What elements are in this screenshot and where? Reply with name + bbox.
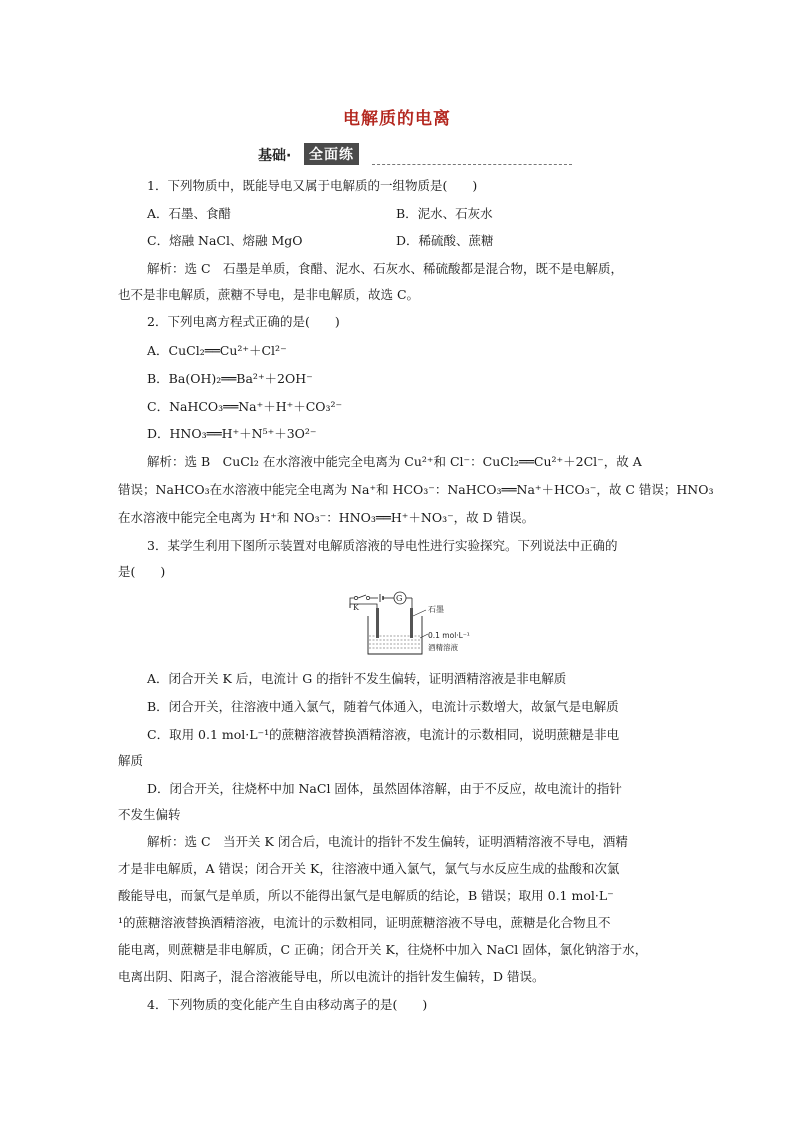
q3-analysis-line-6: 电离出阴、阳离子，混合溶液能导电，所以电流计的指针发生偏转，D 错误。 bbox=[118, 969, 545, 984]
q2-stem: 2．下列电离方程式正确的是( ) bbox=[147, 314, 340, 329]
q3-option-a: A．闭合开关 K 后，电流计 G 的指针不发生偏转，证明酒精溶液是非电解质 bbox=[147, 671, 567, 686]
q2-option-a: A．CuCl₂══Cu²⁺＋Cl²⁻ bbox=[147, 343, 287, 358]
q2-option-d: D．HNO₃══H⁺＋N⁵⁺＋3O²⁻ bbox=[147, 426, 317, 441]
q1-option-b: B．泥水、石灰水 bbox=[396, 206, 493, 221]
q4-stem: 4．下列物质的变化能产生自由移动离子的是( ) bbox=[147, 997, 428, 1012]
experiment-apparatus-figure bbox=[340, 586, 480, 662]
q3-analysis-line-1: 解析：选 C 当开关 K 闭合后，电流计的指针不发生偏转，证明酒精溶液不导电，酒精 bbox=[147, 834, 628, 849]
q2-analysis-line-2: 错误；NaHCO₃在水溶液中能完全电离为 Na⁺和 HCO₃⁻：NaHCO₃══Na⁺＋HCO₃⁻，故 C 错误；HNO₃ bbox=[118, 482, 714, 497]
q3-analysis-line-3: 酸能导电，而氯气是单质，所以不能得出氯气是电解质的结论，B 错误；取用 0.1 mol·L⁻ bbox=[118, 888, 614, 903]
q1-analysis-line-1: 解析：选 C 石墨是单质，食醋、泥水、石灰水、稀硫酸都是混合物，既不是电解质， bbox=[147, 261, 624, 276]
q3-analysis-line-2: 才是非电解质，A 错误；闭合开关 K，往溶液中通入氯气，氯气与水反应生成的盐酸和次氯 bbox=[118, 861, 620, 876]
q3-option-b: B．闭合开关，往溶液中通入氯气，随着气体通入，电流计示数增大，故氯气是电解质 bbox=[147, 699, 619, 714]
section-header bbox=[258, 143, 570, 165]
q2-analysis-line-1: 解析：选 B CuCl₂ 在水溶液中能完全电离为 Cu²⁺和 Cl⁻：CuCl₂══Cu²⁺＋2Cl⁻，故 A bbox=[147, 454, 642, 469]
fig-graphite-label: 石墨 bbox=[428, 605, 444, 614]
section-label: 基础· bbox=[258, 148, 292, 164]
q1-option-c: C．熔融 NaCl、熔融 MgO bbox=[147, 233, 303, 248]
q2-option-c: C．NaHCO₃══Na⁺＋H⁺＋CO₃²⁻ bbox=[147, 399, 343, 414]
q3-option-c-line-2: 解质 bbox=[118, 753, 144, 768]
q3-stem-line-1: 3．某学生利用下图所示装置对电解质溶液的导电性进行实验探究。下列说法中正确的 bbox=[147, 538, 618, 553]
q2-option-b: B．Ba(OH)₂══Ba²⁺＋2OH⁻ bbox=[147, 371, 313, 386]
q2-analysis-line-3: 在水溶液中能完全电离为 H⁺和 NO₃⁻：HNO₃══H⁺＋NO₃⁻，故 D 错误。 bbox=[118, 510, 535, 525]
section-divider bbox=[372, 164, 572, 165]
fig-concentration-label: 0.1 mol·L⁻¹ bbox=[428, 631, 470, 640]
page-title: 电解质的电离 bbox=[343, 109, 451, 129]
fig-solution-label: 酒精溶液 bbox=[428, 643, 458, 652]
q1-analysis-line-2: 也不是非电解质，蔗糖不导电，是非电解质，故选 C。 bbox=[118, 287, 420, 302]
q1-stem: 1．下列物质中，既能导电又属于电解质的一组物质是( ) bbox=[147, 178, 478, 193]
q3-analysis-line-4: ¹的蔗糖溶液替换酒精溶液，电流计的示数相同，证明蔗糖溶液不导电，蔗糖是化合物且不 bbox=[118, 915, 611, 930]
section-badge: 全面练 bbox=[304, 143, 359, 165]
q1-option-d: D．稀硫酸、蔗糖 bbox=[396, 233, 494, 248]
q3-analysis-line-5: 能电离，则蔗糖是非电解质，C 正确；闭合开关 K，往烧杯中加入 NaCl 固体，氯化钠溶于水， bbox=[118, 942, 648, 957]
fig-switch-label: K bbox=[353, 603, 359, 612]
q1-option-a: A．石墨、食醋 bbox=[147, 206, 232, 221]
q3-option-d-line-1: D．闭合开关，往烧杯中加 NaCl 固体，虽然固体溶解，由于不反应，故电流计的指针 bbox=[147, 781, 622, 796]
fig-galvanometer-label: G bbox=[396, 594, 403, 603]
q3-option-c-line-1: C．取用 0.1 mol·L⁻¹的蔗糖溶液替换酒精溶液，电流计的示数相同，说明蔗糖是非电 bbox=[147, 727, 620, 742]
q3-stem-line-2: 是( ) bbox=[118, 564, 166, 579]
q3-option-d-line-2: 不发生偏转 bbox=[118, 807, 181, 822]
